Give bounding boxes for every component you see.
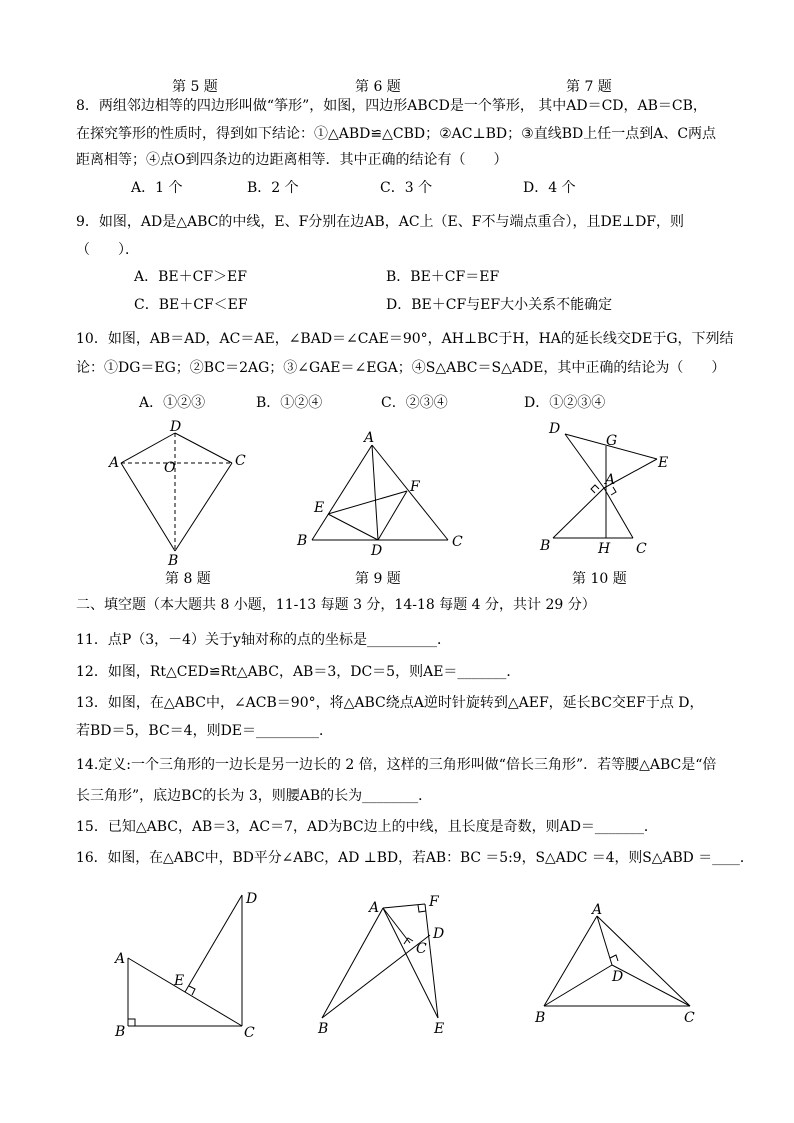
q8-line-2: 在探究筝形的性质时，得到如下结论：①△ABD≌△CBD；②AC⊥BD；③直线BD上任一点到A、C两点 bbox=[76, 126, 717, 142]
q9-line-2: （ ）． bbox=[76, 242, 139, 258]
fig13-segment-ae bbox=[383, 908, 438, 1018]
q9-option-c: C．BE＋CF＜EF bbox=[134, 297, 248, 313]
fig13-label-f: F bbox=[429, 894, 439, 910]
figure-13 bbox=[322, 904, 438, 1018]
fig16-segment-dc bbox=[612, 965, 690, 1006]
fig10-label-d: D bbox=[549, 421, 561, 437]
fig9-label-b: B bbox=[297, 533, 308, 549]
fig8-label-b: B bbox=[168, 553, 179, 569]
fig13-label-b: B bbox=[318, 1021, 329, 1037]
figure-12 bbox=[128, 895, 242, 1026]
caption-fig5: 第 5 题 bbox=[172, 79, 218, 95]
fig12-label-a: A bbox=[115, 951, 126, 967]
fig10-segment-ab bbox=[553, 488, 604, 538]
fig16-segment-ab bbox=[544, 916, 597, 1006]
q13-line-2: 若BD＝5，BC＝4，则DE＝_________． bbox=[76, 723, 334, 739]
fig8-label-o: O bbox=[164, 460, 176, 476]
fig10-caption: 第 10 题 bbox=[572, 571, 627, 587]
q10-line-2: 论：①DG＝EG；②BC＝2AG；③∠GAE＝∠EGA；④S△ABC＝S△ADE，其中正确的结论为（ ） bbox=[76, 360, 726, 376]
kite-edge-dc bbox=[175, 433, 232, 463]
fig10-label-b: B bbox=[540, 538, 551, 554]
q9-option-b: B．BE＋CF＝EF bbox=[386, 269, 500, 285]
fig12-label-d: D bbox=[246, 891, 258, 907]
fig12-label-b: B bbox=[115, 1024, 126, 1040]
q8-option-d: D．4 个 bbox=[523, 180, 576, 196]
figure-9-triangle bbox=[312, 445, 448, 540]
fig13-segment-ab bbox=[322, 908, 383, 1018]
fig13-segment-fe bbox=[425, 904, 438, 1018]
fig9-side-ab bbox=[312, 445, 372, 540]
q10-option-d: D．①②③④ bbox=[524, 395, 606, 411]
fig13-segment-ac bbox=[383, 908, 410, 943]
fig9-median-ad bbox=[372, 445, 378, 540]
fig8-caption: 第 8 题 bbox=[165, 571, 211, 587]
fig10-segment-ac bbox=[604, 488, 633, 538]
fig8-label-d: D bbox=[170, 419, 182, 435]
fig13-label-d: D bbox=[433, 926, 445, 942]
fig16-label-b: B bbox=[535, 1010, 546, 1026]
fig10-right-angle-cae bbox=[611, 487, 616, 495]
fig10-label-e: E bbox=[658, 455, 669, 471]
fig9-label-f: F bbox=[410, 479, 420, 495]
q10-option-a: A．①②③ bbox=[139, 395, 206, 411]
fig13-label-a: A bbox=[369, 900, 380, 916]
q14-line-1: 14.定义:一个三角形的一边长是另一边长的 2 倍，这样的三角形叫做“倍长三角形”．若等腰△ABC是“倍 bbox=[76, 757, 717, 773]
q8-option-b: B．2 个 bbox=[247, 180, 299, 196]
q10-option-b: B．①②④ bbox=[256, 395, 323, 411]
fig10-label-a: A bbox=[605, 472, 616, 488]
fig16-label-d: D bbox=[612, 969, 624, 985]
fig13-segment-bd bbox=[322, 935, 430, 1018]
q8-option-a: A．1 个 bbox=[131, 180, 183, 196]
fig10-right-angle-bad bbox=[591, 485, 599, 493]
q9-option-d: D．BE＋CF与EF大小关系不能确定 bbox=[386, 297, 613, 313]
q9-option-a: A．BE＋CF＞EF bbox=[134, 269, 247, 285]
fig10-label-g: G bbox=[606, 433, 618, 449]
fig8-label-a: A bbox=[109, 455, 120, 471]
fig12-label-e: E bbox=[174, 973, 185, 989]
section-2-heading: 二、填空题（本大题共 8 小题，11-13 每题 3 分，14-18 每题 4 分，共计 29 分） bbox=[76, 597, 596, 613]
caption-fig7: 第 7 题 bbox=[566, 79, 612, 95]
fig12-label-c: C bbox=[244, 1025, 255, 1041]
fig12-right-angle-e bbox=[189, 986, 195, 995]
fig10-label-c: C bbox=[636, 541, 647, 557]
fig16-segment-bd bbox=[544, 965, 612, 1006]
q10-option-c: C．②③④ bbox=[381, 395, 448, 411]
q15-line: 15．已知△ABC，AB＝3，AC＝7，AD为BC边上的中线，且长度是奇数，则AD＝_______． bbox=[76, 819, 658, 835]
q8-option-c: C．3 个 bbox=[380, 180, 433, 196]
q14-line-2: 长三角形”，底边BC的长为 3，则腰AB的长为________． bbox=[76, 788, 433, 804]
fig10-segment-da bbox=[565, 434, 604, 488]
fig12-right-angle-b bbox=[128, 1019, 135, 1026]
q10-line-1: 10．如图，AB＝AD，AC＝AE，∠BAD＝∠CAE＝90°，AH⊥BC于H，HA的延长线交DE于G，下列结 bbox=[76, 331, 734, 347]
fig13-label-e: E bbox=[434, 1021, 445, 1037]
fig10-label-h: H bbox=[598, 541, 611, 557]
q9-line-1: 9．如图，AD是△ABC的中线，E、F分别在边AB，AC上（E、F不与端点重合），且DE⊥DF，则 bbox=[76, 214, 685, 230]
fig16-label-c: C bbox=[684, 1010, 695, 1026]
fig9-label-d: D bbox=[371, 543, 383, 559]
kite-edge-cb bbox=[175, 463, 232, 551]
fig9-label-a: A bbox=[364, 430, 375, 446]
fig9-caption: 第 9 题 bbox=[355, 571, 401, 587]
fig16-label-a: A bbox=[592, 902, 603, 918]
fig13-label-c: C bbox=[416, 941, 427, 957]
caption-fig6: 第 6 题 bbox=[355, 79, 401, 95]
kite-edge-ab bbox=[121, 463, 175, 551]
fig9-segment-ed bbox=[328, 514, 378, 540]
fig9-label-c: C bbox=[452, 534, 463, 550]
fig12-segment-de bbox=[185, 895, 242, 992]
kite-edge-da bbox=[121, 433, 175, 463]
q12-line: 12．如图，Rt△CED≌Rt△ABC，AB＝3，DC＝5，则AE＝_______． bbox=[76, 664, 521, 680]
fig9-label-e: E bbox=[314, 500, 325, 516]
q16-line: 16．如图，在△ABC中，BD平分∠ABC，AD ⊥BD，若AB：BC ＝5:9，S△ADC ＝4，则S△ABD ＝____． bbox=[76, 850, 754, 866]
q11-line: 11．点P（3，－4）关于y轴对称的点的坐标是__________． bbox=[76, 632, 451, 648]
fig8-label-c: C bbox=[235, 453, 246, 469]
fig16-right-angle-d bbox=[610, 955, 618, 961]
q8-line-3: 距离相等；④点O到四条边的边距离相等．其中正确的结论有（ ） bbox=[76, 152, 508, 168]
q13-line-1: 13．如图，在△ABC中，∠ACB＝90°，将△ABC绕点A逆时针旋转到△AEF，延长BC交EF于点 D， bbox=[76, 695, 704, 711]
q8-line-1: 8．两组邻边相等的四边形叫做“筝形”，如图，四边形ABCD是一个筝形， 其中AD＝CD，AB＝CB， bbox=[76, 98, 707, 114]
figure-16 bbox=[544, 916, 690, 1006]
